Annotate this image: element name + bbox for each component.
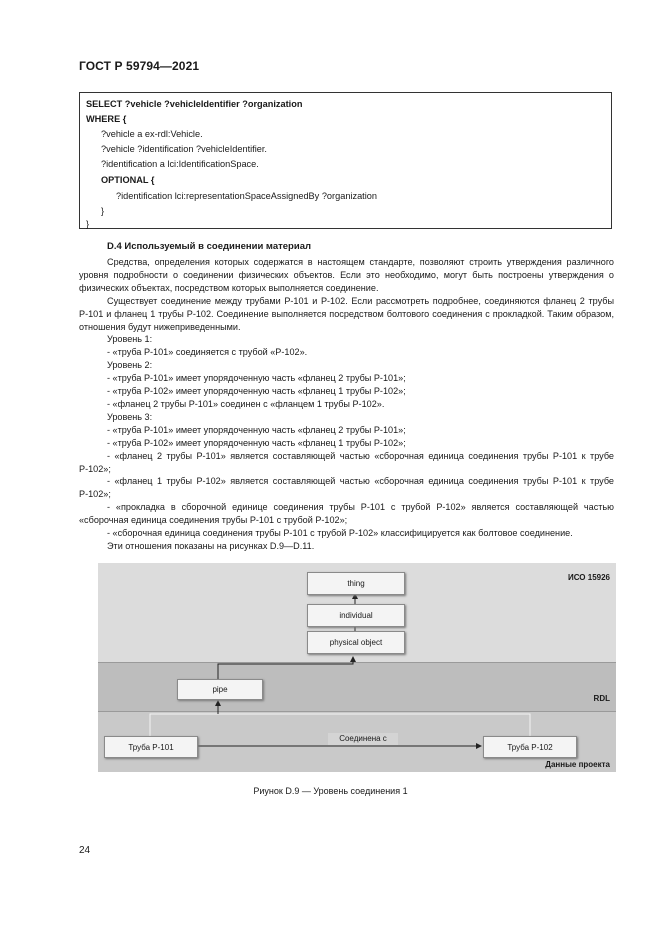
figure-caption: Риунок D.9 — Уровень соединения 1 (253, 786, 408, 796)
arrow-pipe-to-physical (218, 657, 353, 680)
list-item: - «труба Р-101» соединяется с трубой «Р-102». (107, 347, 308, 358)
code-line: SELECT ?vehicle ?vehicleIdentifier ?organization (86, 99, 303, 109)
node-pipe-p101: Труба Р-101 (104, 736, 198, 758)
code-line: } (86, 219, 90, 229)
paragraph: Эти отношения показаны на рисунках D.9—D.11. (107, 540, 315, 551)
paragraph: Существует соединение между трубами Р-101 и Р-102. Если рассмотреть подробнее, соединяются фланец 2 трубы Р-101 и фланец 1 трубы Р-102. Соединение выполняется посредством болтового соединения с прокладкой. Таким образом, отношения будут нижеприведенными. (79, 295, 614, 332)
code-line: WHERE { (86, 114, 127, 124)
code-line: OPTIONAL { (101, 175, 155, 185)
page-number: 24 (79, 845, 91, 856)
code-line: ?identification a lci:IdentificationSpace. (101, 159, 259, 169)
node-pipe: pipe (177, 679, 263, 700)
node-individual: individual (307, 604, 405, 627)
body-text (79, 256, 614, 553)
node-physical-object: physical object (307, 631, 405, 654)
list-heading: Уровень 2: (107, 360, 153, 371)
list-heading: Уровень 3: (107, 411, 153, 422)
document-header: ГОСТ Р 59794—2021 (79, 59, 200, 73)
project-label: Данные проекта (545, 760, 610, 769)
list-item: - «труба Р-102» имеет упорядоченную часть «фланец 1 трубы Р-102»; (107, 437, 406, 448)
rdl-label: RDL (593, 694, 610, 703)
list-item: - «фланец 2 трубы Р-101» является составляющей частью «сборочная единица соединения трубы Р-101 к трубе Р-102»; (79, 450, 614, 474)
list-item: - «прокладка в сборочной единице соединения трубы Р-101 с трубой Р-102» является составляющей частью «сборочная единица соединения трубы Р-101 с трубой Р-102»; (79, 502, 614, 526)
node-pipe-p102: Труба Р-102 (483, 736, 577, 758)
list-heading: Уровень 1: (107, 334, 153, 345)
list-item: - «труба Р-102» имеет упорядоченную часть «фланец 1 трубы Р-102»; (107, 386, 406, 397)
code-line: ?vehicle a ex-rdl:Vehicle. (101, 129, 203, 139)
list-item: - «сборочная единица соединения трубы Р-101 с трубой Р-102» классифицируется как болтовое соединение. (107, 528, 573, 539)
list-item: - «фланец 1 трубы Р-102» является составляющей частью «сборочная единица соединения трубы Р-101 к трубе Р-102»; (79, 476, 614, 500)
edge-label: Соединена с (339, 734, 387, 743)
sparql-code-box (79, 92, 612, 229)
code-line: ?identification lci:representationSpaceAssignedBy ?organization (116, 191, 377, 201)
list-item: - «фланец 2 трубы Р-101» соединен с «фланцем 1 трубы Р-102». (107, 398, 385, 409)
list-item: - «труба Р-101» имеет упорядоченную часть «фланец 2 трубы Р-101»; (107, 424, 406, 435)
code-line: ?vehicle ?identification ?vehicleIdentifier. (101, 144, 267, 154)
code-line: } (101, 206, 105, 216)
list-item: - «труба Р-101» имеет упорядоченную часть «фланец 2 трубы Р-101»; (107, 373, 406, 384)
iso-label: ИСО 15926 (567, 573, 610, 582)
diagram-figure (98, 563, 616, 772)
section-heading: D.4 Используемый в соединении материал (107, 241, 312, 252)
node-thing: thing (307, 572, 405, 595)
paragraph: Средства, определения которых содержатся в настоящем стандарте, позволяют строить утверждения различного уровня подробности о соединении физических объектов. Если это необходимо, могут быть построены утверждения о физических объектах, посредством которых выполняется соединение. (79, 257, 614, 293)
